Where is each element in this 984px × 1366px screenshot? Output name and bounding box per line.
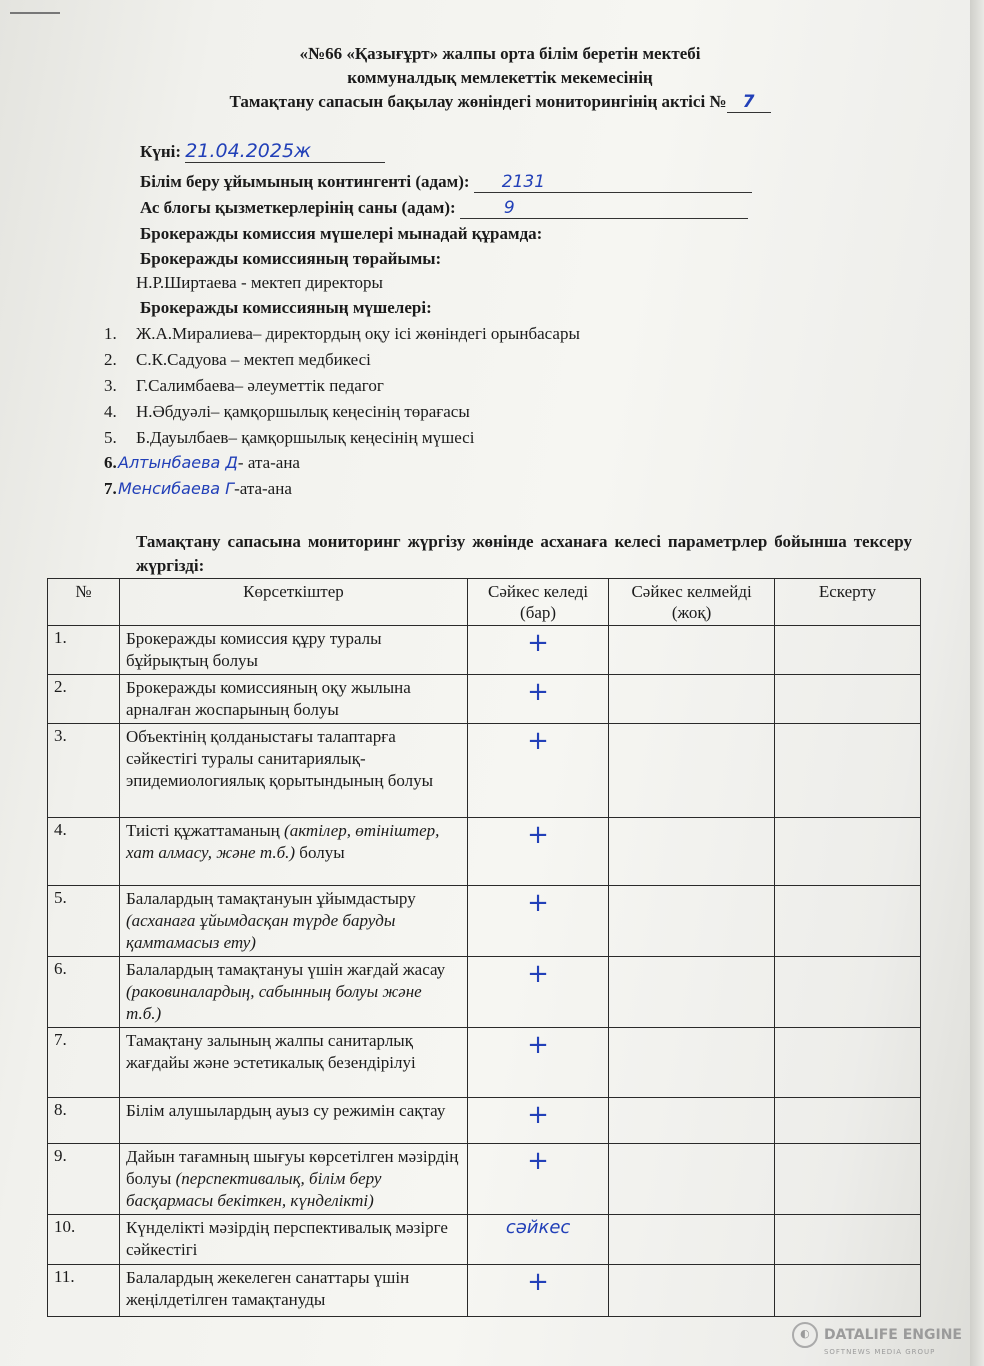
cooks-row <box>140 198 748 219</box>
member-2: 2. С.К.Садуова – мектеп медбикесі <box>104 350 371 369</box>
cooks-value: 9 <box>460 198 748 219</box>
member-3: 3. Г.Салимбаева– әлеуметтік педагог <box>104 376 384 395</box>
watermark-sub: SOFTNEWS MEDIA GROUP <box>823 1348 936 1356</box>
compliant-mark: + <box>467 675 608 724</box>
intro-text: Тамақтану сапасына мониторинг жүргізу жөнінде асханаға келесі параметрлер бойынша тексеру жүргізді: <box>136 532 912 575</box>
table-row: 1. Брокеражды комиссия құру туралы бұйрықтың болуы + <box>48 626 921 675</box>
member-5: 5. Б.Дауылбаев– қамқоршылық кеңесінің мүшесі <box>104 428 475 447</box>
col-header-indicators: Көрсеткіштер <box>120 579 468 626</box>
compliant-mark: + <box>467 1098 608 1144</box>
compliant-mark: + <box>467 626 608 675</box>
compliant-mark: + <box>467 957 608 1028</box>
table-row: 10. Күнделікті мәзірдің перспективалық мәзірге сәйкестігі сәйкес <box>48 1215 921 1265</box>
compliant-mark: сәйкес <box>467 1215 608 1265</box>
watermark-brand: DATALIFE ENGINE <box>823 1327 962 1343</box>
table-row: 8. Білім алушылардың ауыз су режимін сақтау + <box>48 1098 921 1144</box>
chair-label: Брокеражды комиссияның төрайымы: <box>140 249 442 268</box>
table-row: 6. Балалардың тамақтануы үшін жағдай жасау (раковиналардың, сабынның болуы және т.б.) + <box>48 957 921 1028</box>
member-6-name: Алтынбаева Д <box>118 453 238 472</box>
contingent-row <box>140 172 752 193</box>
date-value: 21.04.2025ж <box>185 140 385 163</box>
compliant-mark: + <box>467 724 608 818</box>
col-header-number: № <box>48 579 120 626</box>
table-header-row <box>48 579 921 626</box>
cooks-label: Ас блогы қызметкерлерінің саны (адам): <box>140 198 456 217</box>
monitoring-table <box>47 578 921 1317</box>
member-1: 1. Ж.А.Миралиева– директордың оқу ісі жөніндегі орынбасары <box>104 324 580 343</box>
table-row: 3. Объектінің қолданыстағы талаптарға сәйкестігі туралы санитариялық-эпидемиологиялық қорытындының болуы + <box>48 724 921 818</box>
compliant-mark: + <box>467 818 608 886</box>
table-row: 2. Брокеражды комиссияның оқу жылына арналған жоспарының болуы + <box>48 675 921 724</box>
compliant-mark: + <box>467 886 608 957</box>
table-row: 4. Тиісті құжаттаманың (актілер, өтініштер, хат алмасу, және т.б.) болуы + <box>48 818 921 886</box>
contingent-label: Білім беру ұйымының контингенті (адам): <box>140 172 470 191</box>
table-row: 5. Балалардың тамақтануын ұйымдастыру (асханаға ұйымдасқан түрде баруды қамтамасыз ету) + <box>48 886 921 957</box>
watermark <box>792 1322 962 1356</box>
chair-value: Н.Р.Ширтаева - мектеп директоры <box>136 273 383 292</box>
compliant-mark: + <box>467 1028 608 1098</box>
table-row: 9. Дайын тағамның шығуы көрсетілген мәзірдің болуы (перспективалық, білім беру басқармасы бекіткен, күнделікті) + <box>48 1144 921 1215</box>
member-7-name: Менсибаева Г <box>118 479 235 498</box>
watermark-logo-icon: ◐ <box>792 1322 818 1348</box>
compliant-mark: + <box>467 1144 608 1215</box>
contingent-value: 2131 <box>474 172 752 193</box>
header-line-2: коммуналдық мемлекеттік мекемесінің <box>347 68 653 87</box>
page-edge <box>970 0 984 1366</box>
table-row: 7. Тамақтану залының жалпы санитарлық жағдайы және эстетикалық безендірілуі + <box>48 1028 921 1098</box>
header-line-3 <box>150 92 850 113</box>
member-4: 4. Н.Әбдуәлі– қамқоршылық кеңесінің төрағасы <box>104 402 470 421</box>
member-7: 7.Менсибаева Г-ата-ана <box>104 479 292 498</box>
members-label: Брокеражды комиссияның мүшелері: <box>140 298 432 317</box>
compliant-mark: + <box>467 1265 608 1317</box>
date-label: Күні: <box>140 142 182 161</box>
act-number: 7 <box>727 92 771 113</box>
corner-mark <box>10 12 60 14</box>
header-line-1: «№66 «Қазығұрт» жалпы орта білім беретін мектебі <box>299 44 701 63</box>
col-header-note: Ескерту <box>774 579 920 626</box>
member-6: 6.Алтынбаева Д- ата-ана <box>104 453 300 472</box>
act-title: Тамақтану сапасын бақылау жөніндегі мониторингінің актісі № <box>229 92 727 111</box>
col-header-noncompliant: Сәйкес келмейді (жоқ) <box>609 579 775 626</box>
table-row: 11. Балалардың жекелеген санаттары үшін жеңілдетілген тамақтануды + <box>48 1265 921 1317</box>
date-row <box>140 140 385 163</box>
col-header-compliant: Сәйкес келеді (бар) <box>467 579 608 626</box>
commission-label: Брокеражды комиссия мүшелері мынадай құрамда: <box>140 224 543 243</box>
